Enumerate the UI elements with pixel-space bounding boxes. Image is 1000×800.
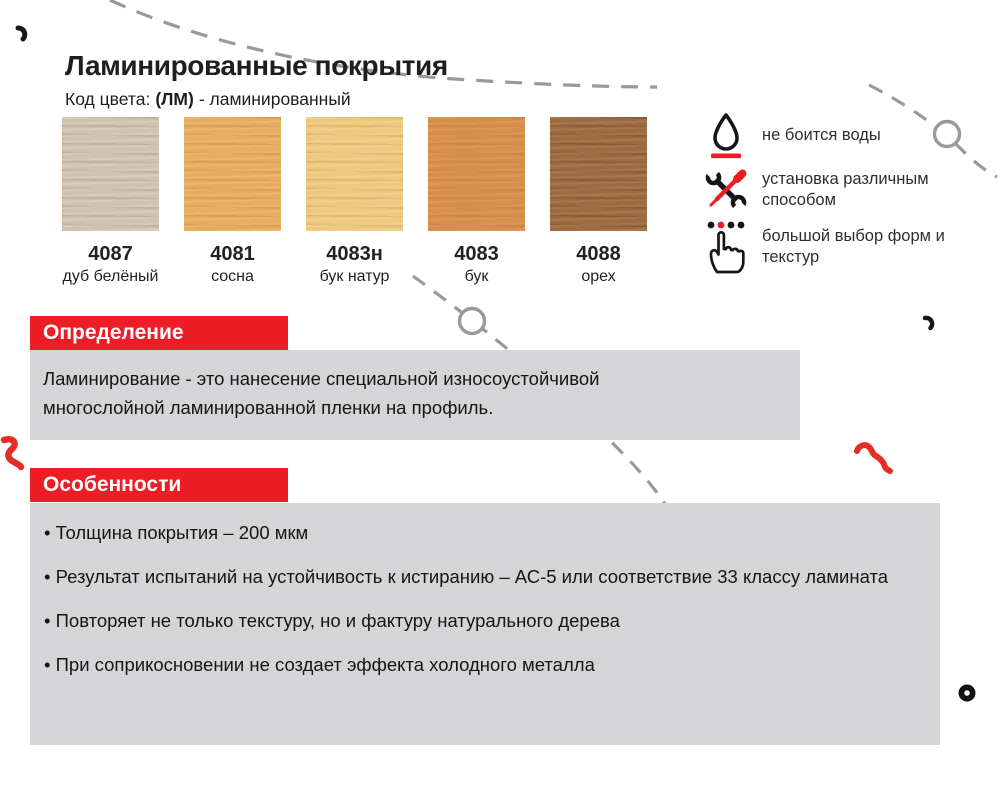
bullet-item: • Результат испытаний на устойчивость к истиранию – АС-5 или соответствие 33 классу ламината (44, 559, 902, 595)
swatch-name: дуб белёный (62, 268, 159, 285)
feature-item (702, 110, 994, 160)
wood-swatch-tile (306, 117, 403, 231)
swatch-code: 4081 (210, 243, 255, 265)
swatch-code: 4087 (88, 243, 133, 265)
red-squiggle-left (4, 439, 21, 467)
swatch-name: сосна (211, 268, 254, 285)
definition-panel (30, 350, 800, 440)
header (65, 50, 448, 110)
swatch-cell (62, 117, 159, 286)
swatch-cell (428, 117, 525, 286)
red-squiggle-right (857, 445, 890, 471)
black-donut-hole (964, 690, 970, 696)
definition-text: Ламинирование - это нанесение специальной износоустойчивой многослойной ламинированной пленки на профиль. (43, 368, 600, 418)
bullet-item: • Повторяет не только текстуру, но и фактуру натурального дерева (44, 603, 902, 639)
feature-list (702, 110, 994, 282)
swatch-code: 4088 (576, 243, 621, 265)
swatch-cell (184, 117, 281, 286)
comma-mark-right (925, 318, 932, 328)
comma-mark-top-left (18, 28, 25, 39)
feature-item (702, 220, 994, 274)
page-subtitle (65, 89, 448, 110)
feature-item (702, 168, 994, 212)
bullet-item: • При соприкосновении не создает эффекта холодного металла (44, 647, 902, 683)
swatch-code: 4083 (454, 243, 499, 265)
swatch-cell (306, 117, 403, 286)
swatch-name: бук (464, 268, 489, 285)
wood-swatch-tile (428, 117, 525, 231)
definition-section-heading: Определение (30, 316, 288, 350)
subtitle-color-code: (ЛМ) (155, 89, 194, 109)
tap-hand-icon (702, 220, 750, 274)
features-bullet-list (44, 515, 916, 683)
subtitle-suffix: - ламинированный (198, 89, 351, 109)
circle-marker-middle (460, 309, 485, 334)
tools-icon (702, 168, 750, 212)
swatch-name: орех (581, 268, 616, 285)
water-drop-icon (702, 110, 750, 160)
wood-swatch-tile (184, 117, 281, 231)
page-title: Ламинированные покрытия (65, 50, 448, 81)
bullet-item: • Толщина покрытия – 200 мкм (44, 515, 902, 551)
wood-swatch-tile (62, 117, 159, 231)
swatch-name: бук натур (319, 268, 390, 285)
features-panel (30, 503, 940, 745)
swatch-code: 4083н (326, 243, 383, 265)
swatch-cell (550, 117, 647, 286)
subtitle-prefix: Код цвета: (65, 89, 151, 109)
feature-label: большой выбор форм и текстур (762, 227, 945, 266)
features-section-heading: Особенности (30, 468, 288, 502)
wood-swatch-tile (550, 117, 647, 231)
feature-label: установка различным способом (762, 170, 929, 209)
feature-label: не боится воды (762, 125, 881, 144)
swatch-grid (62, 117, 647, 286)
